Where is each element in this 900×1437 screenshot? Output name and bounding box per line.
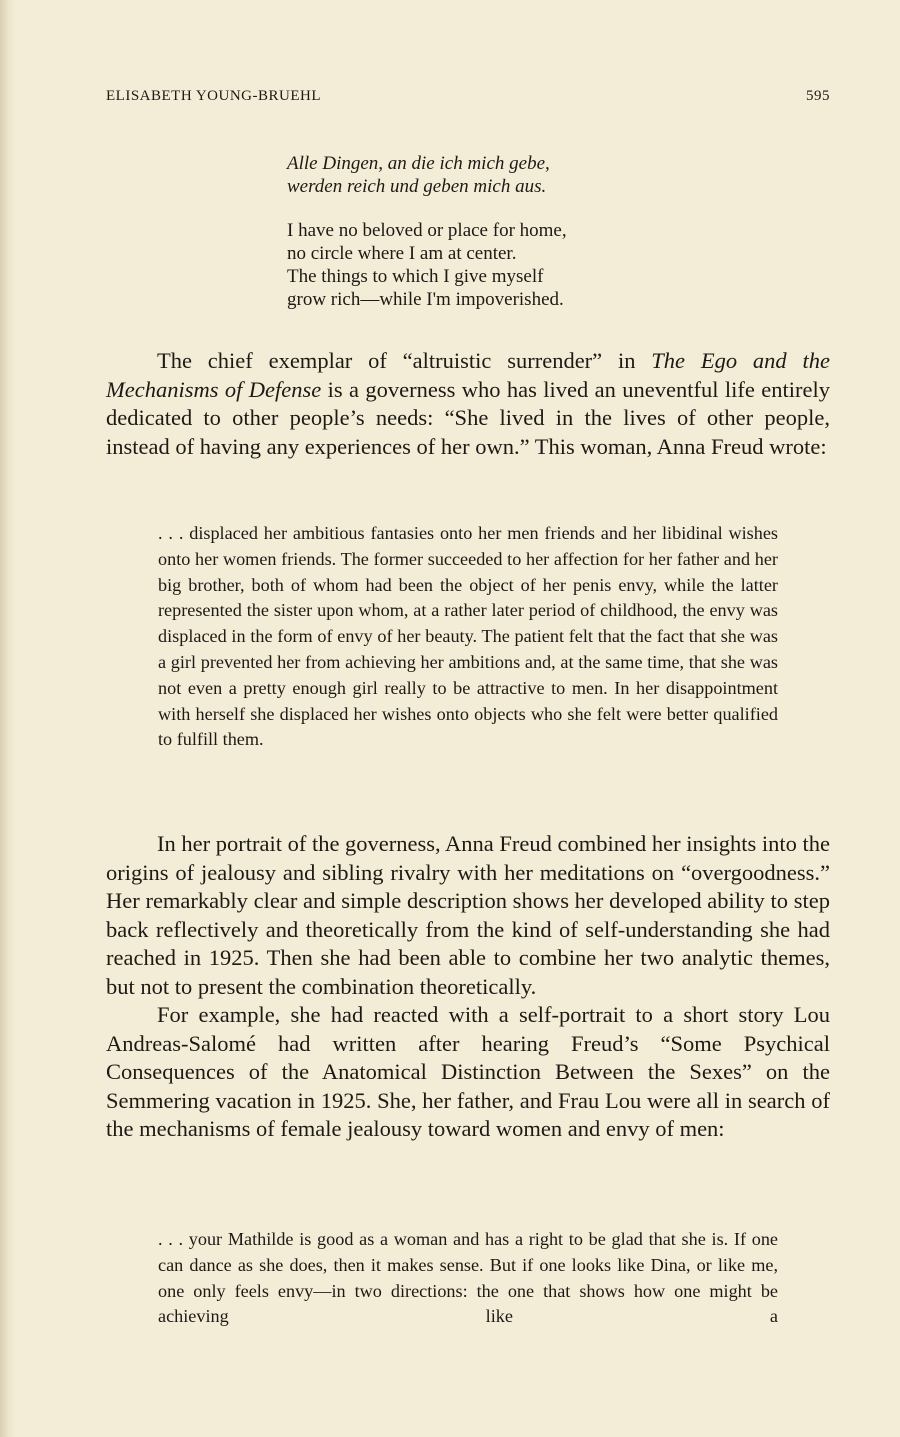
block-quote-text: . . . your Mathilde is good as a woman and has a right to be glad that she is. If one can dance as she does, then it makes sense. But if one looks like Dina, or like me, one only feels envy—in two directions: the one that shows how one might be achieving like a	[158, 1229, 778, 1327]
paragraph-altruistic-surrender	[106, 347, 830, 461]
block-quote-text: . . . displaced her ambitious fantasies onto her men friends and her libidinal wishes onto her women friends. The former succeeded to her affection for her father and her big brother, both of whom had been the object of her penis envy, while the latter represented the sister upon whom, at a rather later period of childhood, the envy was displaced in the form of envy of her beauty. The patient felt that the fact that she was a girl prevented her from achieving her ambitions and, at the same time, that she was not even a pretty enough girl really to be attractive to men. In her disappointment with herself she displaced her wishes onto objects who she felt were better qualified to fulfill them.	[158, 523, 778, 750]
poem-english	[287, 219, 787, 311]
block-quote-mathilde	[158, 1227, 778, 1330]
poem-line: Alle Dingen, an die ich mich gebe,	[287, 153, 550, 174]
paragraph-group	[106, 830, 830, 1144]
page-number: 595	[806, 88, 830, 104]
poem-german	[287, 152, 787, 198]
paragraph-self-portrait: For example, she had reacted with a self-portrait to a short story Lou Andreas-Salomé had written after hearing Freud’s “Some Psychical Consequences of the Anatomical Distinction Between the Sexes” on the Semmering vacation in 1925. She, her father, and Frau Lou were all in search of the mechanisms of female jealousy toward women and envy of men:	[106, 1002, 830, 1141]
block-quote-governess	[158, 521, 778, 753]
page-edge	[0, 0, 14, 1437]
paragraph-text: The chief exemplar of “altruistic surrender” in	[157, 348, 652, 373]
poem-line: I have no beloved or place for home,	[287, 220, 567, 241]
paragraph-text: is a governess who has lived an uneventful life entirely dedicated to other people’s needs: “She lived in the lives of other people, instead of having any experiences of her own.” This woman, Anna Freud wrote:	[106, 376, 830, 459]
book-title: The Ego and the Mechanisms of Defense	[106, 348, 830, 402]
paragraph-portrait-governess: In her portrait of the governess, Anna Freud combined her insights into the origins of jealousy and sibling rivalry with her meditations on “overgoodness.” Her remarkably clear and simple description shows her developed ability to step back reflectively and theoretically from the kind of self-understanding she had reached in 1925. Then she had been able to combine her two analytic themes, but not to present the combination theoretically.	[106, 831, 830, 999]
poem-line: werden reich und geben mich aus.	[287, 176, 547, 197]
poem-line: grow rich—while I'm impoverished.	[287, 289, 564, 310]
poem-line: no circle where I am at center.	[287, 243, 517, 264]
poem-line: The things to which I give myself	[287, 266, 544, 287]
running-head-author: ELISABETH YOUNG-BRUEHL	[106, 88, 322, 104]
